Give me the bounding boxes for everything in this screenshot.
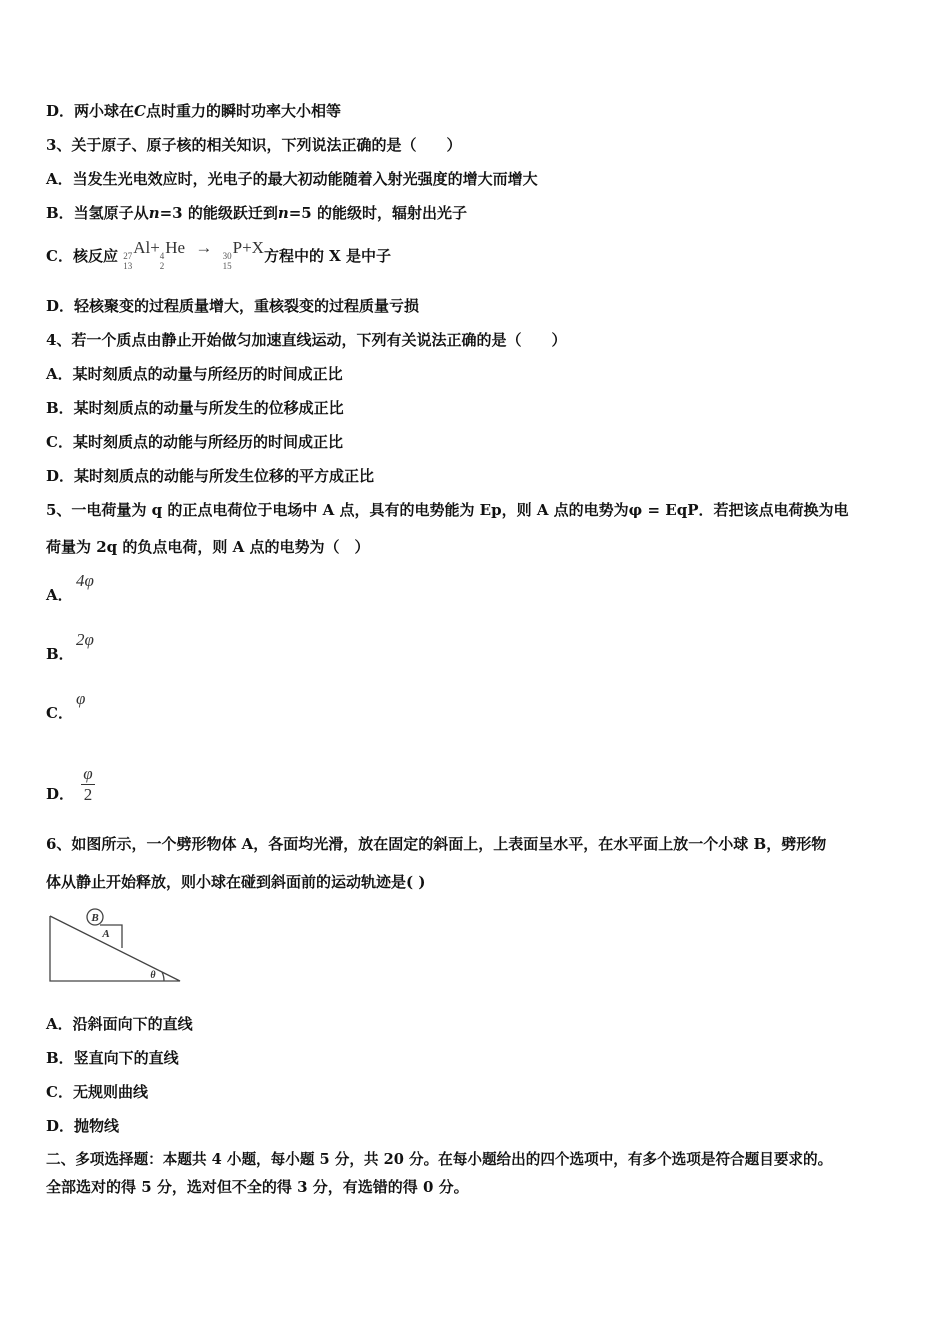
incline-outline (50, 916, 180, 981)
q4-option-c: C．某时刻质点的动能与所经历的时间成正比 (46, 433, 343, 451)
q5-option-a: A．4φ (46, 571, 94, 604)
section2-heading-line1: 二、多项选择题：本题共 4 小题，每小题 5 分，共 20 分。在每小题给出的四个选项中，有多个选项是符合题目要求的。 (46, 1151, 833, 1168)
ball-label: B (91, 912, 99, 924)
q6-option-a: A．沿斜面向下的直线 (46, 1015, 193, 1033)
he-isotope: 4 2 (159, 251, 165, 271)
q6-option-b: B．竖直向下的直线 (46, 1049, 179, 1067)
q4-option-a: A．某时刻质点的动量与所经历的时间成正比 (46, 365, 343, 383)
q2-option-d: D．两小球在C点时重力的瞬时功率大小相等 (46, 102, 341, 120)
q3-option-d: D．轻核聚变的过程质量增大，重核裂变的过程质量亏损 (46, 297, 420, 315)
q3-stem: 3、关于原子、原子核的相关知识，下列说法正确的是（ ） (46, 136, 462, 154)
section2-heading-line2: 全部选对的得 5 分，选对但不全的得 3 分，有选错的得 0 分。 (46, 1178, 469, 1196)
q6-stem-line2: 体从静止开始释放，则小球在碰到斜面前的运动轨迹是( ) (46, 873, 426, 891)
q6-stem-line1: 6、如图所示，一个劈形物体 A，各面均光滑，放在固定的斜面上，上表面呈水平，在水平面上放一个小球 B，劈形物 (46, 835, 827, 853)
arrow-symbol: → (195, 238, 213, 257)
q3-option-c: C．核反应 27 13 Al+ 4 2 He → 30 15 P+X方程中的 X 是中子 (46, 238, 392, 271)
al-isotope: 27 13 (123, 251, 133, 271)
q5-option-c: C．φ (46, 689, 86, 722)
q4-stem: 4、若一个质点由静止开始做匀加速直线运动，下列有关说法正确的是（ ） (46, 331, 567, 349)
q4-option-d: D．某时刻质点的动能与所发生位移的平方成正比 (46, 467, 375, 485)
q3-option-a: A．当发生光电效应时，光电子的最大初动能随着入射光强度的增大而增大 (46, 170, 538, 188)
q5-option-b: B．2φ (46, 630, 94, 663)
q5-stem-line1: 5、一电荷量为 q 的正点电荷位于电场中 A 点，具有的电势能为 Ep，则 A 点的电势为φ = EqP．若把该点电荷换为电 (46, 501, 849, 519)
q6-option-d: D．抛物线 (46, 1117, 120, 1135)
nuclear-equation: 27 13 Al+ 4 2 He → 30 15 P+X (123, 238, 264, 271)
wedge-incline-figure (44, 904, 186, 986)
q5-option-d: D． $\frac{\varphi}{2}$ (46, 764, 93, 804)
q3-option-b: B．当氢原子从n=3 的能级跃迁到n=5 的能级时，辐射出光子 (46, 204, 467, 222)
q4-option-b: B．某时刻质点的动量与所发生的位移成正比 (46, 399, 344, 417)
angle-label: θ (150, 970, 156, 981)
block-label: A (102, 928, 110, 940)
p-isotope: 30 15 (222, 251, 232, 271)
q6-option-c: C．无规则曲线 (46, 1083, 148, 1101)
q5-stem-line2: 荷量为 2q 的负点电荷，则 A 点的电势为（ ） (46, 538, 370, 556)
fraction-phi-over-2: $\frac{\varphi}{2}$ (83, 764, 93, 804)
